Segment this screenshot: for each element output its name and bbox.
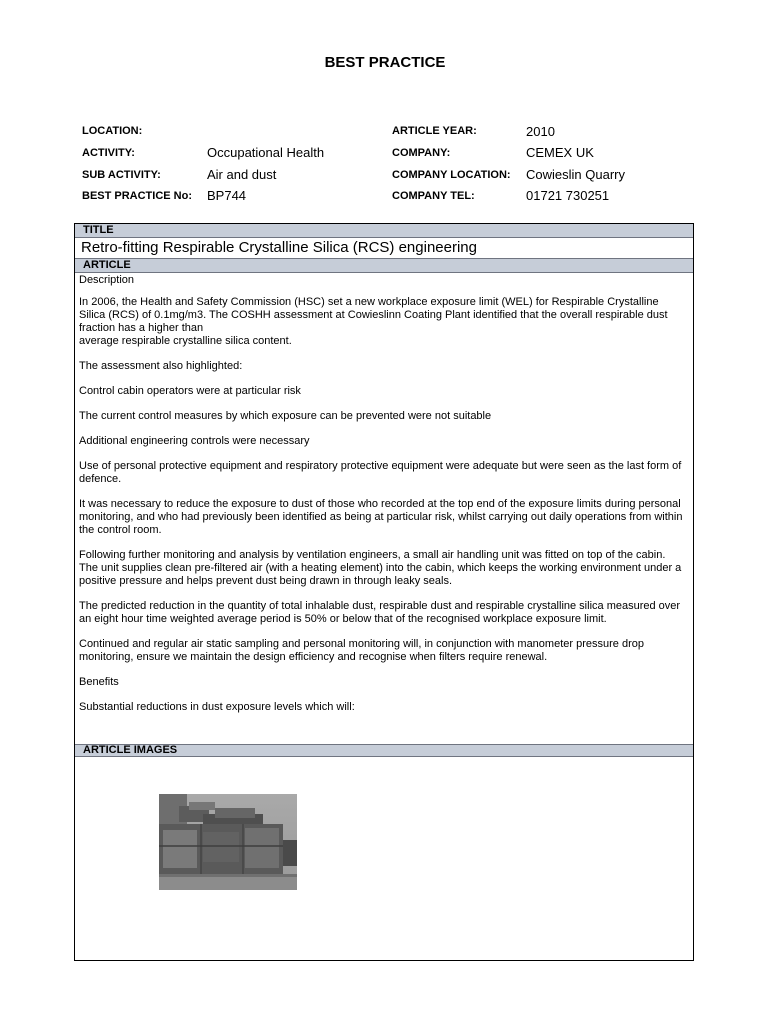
article-paragraph: It was necessary to reduce the exposure to dust of those who recorded at the top end of the exposure limits during personal monitoring, and who had previously been identified as being at particular risk, whilst carrying out daily operations from within the control room. — [79, 498, 683, 536]
company-location-label: COMPANY LOCATION: — [392, 169, 511, 181]
activity-label: ACTIVITY: — [82, 147, 135, 159]
article-year-value: 2010 — [526, 124, 555, 139]
article-images-header: ARTICLE IMAGES — [75, 744, 693, 757]
description-heading: Description — [79, 274, 135, 286]
article-paragraph: average respirable crystalline silica content. — [79, 335, 292, 347]
article-paragraph: In 2006, the Health and Safety Commission (HSC) set a new workplace exposure limit (WEL) for Respirable Crystalline Silica (RCS) of 0.1mg/m3. The COSHH assessment at Cowieslinn Coating Plant identified that the overall respirable dust fraction has a higher than — [79, 296, 668, 334]
company-tel-value: 01721 730251 — [526, 188, 610, 203]
article-paragraph: Benefits — [79, 676, 119, 688]
article-paragraph: The current control measures by which exposure can be prevented were not suitable — [79, 410, 492, 422]
article-paragraph: Continued and regular air static sampling and personal monitoring will, in conjunction with manometer pressure drop monitoring, ensure we maintain the design efficiency and recognise when filters require renewal. — [79, 638, 644, 663]
best-practice-no-label: BEST PRACTICE No: — [82, 190, 192, 202]
activity-value: Occupational Health — [207, 145, 325, 160]
article-paragraph: The predicted reduction in the quantity of total inhalable dust, respirable dust and respirable crystalline silica measured over an eight hour time weighted average period is 50% or below that of the recognised workplace exposure limit. — [79, 600, 681, 625]
title-section-header: TITLE — [75, 224, 693, 238]
article-paragraph: Control cabin operators were at particular risk — [79, 385, 301, 397]
article-year-label: ARTICLE YEAR: — [392, 125, 477, 137]
company-value: CEMEX UK — [526, 145, 594, 160]
location-label: LOCATION: — [82, 125, 143, 137]
sub-activity-label: SUB ACTIVITY: — [82, 169, 161, 181]
article-paragraph: The assessment also highlighted: — [79, 360, 243, 372]
article-paragraph: Substantial reductions in dust exposure levels which will: — [79, 701, 355, 713]
company-label: COMPANY: — [392, 147, 451, 159]
company-tel-label: COMPANY TEL: — [392, 190, 475, 202]
article-section-header: ARTICLE — [75, 258, 693, 273]
best-practice-no-value: BP744 — [207, 188, 247, 203]
sub-activity-value: Air and dust — [207, 167, 277, 182]
document-title: BEST PRACTICE — [324, 54, 446, 71]
article-paragraph: Use of personal protective equipment and respiratory protective equipment were adequate but were seen as the last form of defence. — [79, 460, 682, 485]
article-photo — [159, 794, 297, 890]
article-paragraph: Following further monitoring and analysis by ventilation engineers, a small air handling unit was fitted on top of the cabin. The unit supplies clean pre-filtered air (with a heating element) into the cabin, which keeps the working environment under a positive pressure and helps prevent dust being drawn in through leaky seals. — [79, 549, 682, 587]
article-box — [74, 223, 694, 961]
company-location-value: Cowieslin Quarry — [526, 167, 625, 182]
article-title: Retro-fitting Respirable Crystalline Silica (RCS) engineering — [81, 239, 477, 256]
article-paragraph: Additional engineering controls were necessary — [79, 435, 310, 447]
article-body — [79, 274, 687, 726]
